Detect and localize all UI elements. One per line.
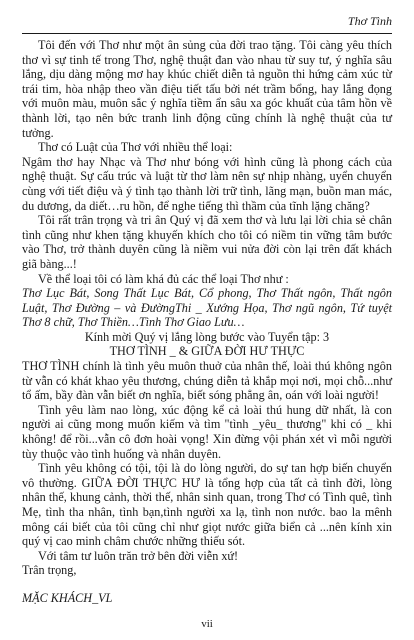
paragraph-invitation: Kính mời Quý vị lắng lòng bước vào Tuyển tập: 3 xyxy=(84,329,330,344)
body-text xyxy=(22,38,392,606)
author-signature: MẶC KHÁCH_VL xyxy=(22,590,113,605)
paragraph-intro: Tôi đến với Thơ như một ân sủng của đời trao tặng. Tôi càng yêu thích thơ vì sự tinh tế trong Thơ, nghệ thuật đan vào nhau từ suy tư, ý nghĩa sâu lắng, dịu dàng mộng mơ hay khúc chiết diễn tả nguồn thi hứng cảm xúc từ trái tim, hòa nhập theo vần điệu tiết tấu bởi nét trầm bổng, hay lắng đọng với muôn màu, muôn sắc ý nghĩa tiềm ẩn sâu xa góc khuất của tâm hồn về thành lời, tạo nên bức tranh linh động cũng chính là nghệ thuật của tư tưởng. xyxy=(22,38,392,140)
running-header-title: Thơ Tình xyxy=(347,14,392,28)
collection-title: THƠ TÌNH _ & GIỮA ĐỜI HƯ THỰC xyxy=(109,344,305,359)
paragraph-ngam-tho: Ngâm thơ hay Nhạc và Thơ như bóng với hình cũng là phong cách của nghệ thuật. Sự cấu trúc và luật từ thơ làm nên sự nhịp nhàng, uyển chuyển cùng với tiết điệu và ý tình tạo thành lời trữ tình, lãng mạn, buồn man mác, du dương, da diết…ru hồn, để nghe tiếng thì thầm của tĩnh lặng chăng? xyxy=(22,154,392,213)
paragraph-the-loai: Về thể loại tôi có làm khá đủ các thể loại Thơ như : xyxy=(38,271,289,286)
page-number: vii xyxy=(201,618,213,630)
paragraph-tri-an: Tôi rất trân trọng và tri ân Quý vị đã xem thơ và lưu lại lời chia sẻ chân tình cũng như khen tặng khuyến khích cho tôi có niềm tin vững tâm bước vào Thơ, trở thành duyên cũng là niềm vui nửa đời còn lại trên đất khách giã bàng...! xyxy=(22,213,392,271)
paragraph-tho-luat: Thơ có Luật của Thơ với nhiều thể loại: xyxy=(38,140,233,155)
paragraph-tam-tu: Với tâm tư luôn trăn trở bên đời viễn xứ! xyxy=(38,548,239,563)
paragraph-closing: Trân trọng, xyxy=(22,563,77,578)
header-rule xyxy=(22,33,392,34)
paragraph-tinh-yeu: Tình yêu làm nao lòng, xúc động kể cả loài thú hung dữ nhất, là con người ai cũng mong muốn kiếm và tìm "tình _yêu_ thương" khi có _ khi không! để rồi...vẫn cô đơn hoài vọng! Xin đừng vội phán xét vì mỗi người tùy thuộc vào tình huống và nhân duyên. xyxy=(22,402,392,461)
paragraph-genre-list: Thơ Lục Bát, Song Thất Lục Bát, Cổ phong, Thơ Thất ngôn, Thất ngôn Luật, Thơ Đường – và ĐườngThi _ Xướng Họa, Thơ ngũ ngôn, Tứ tuyệt Thơ 8 chữ, Thơ Thiền…Tình Thơ Giao Lưu… xyxy=(22,286,392,330)
paragraph-tho-tinh: THƠ TÌNH chính là tình yêu muôn thuở của nhân thế, loài thú không ngôn từ vẫn có khát khao yêu thương, chúng diễn tả khắp mọi nơi, mọi chỗ...như tổ ấm, bầy đàn vẫn biết ơn nghĩa, biết sóng phẳng ân, oán với loài người! xyxy=(22,359,392,403)
paragraph-giua-doi: Tình yêu không có tội, tội là do lòng người, do sự tan hợp biến chuyển vô thường. GIỮA ĐỜI THỰC HƯ là tổng hợp của tất cả tình đời, lòng nhân thế, khung cảnh, thời thế, nhân sinh quan, trong Thơ có Tình quê, tình Mẹ, tình tha nhân, tình bạn,tình người xa lạ, tình non nước. bao la mênh mông cái biết của tôi cũng chỉ như giọt nước giữa biển cả ...nên kính xin quý vị cao minh châm chước những thiếu sót. xyxy=(22,461,392,549)
